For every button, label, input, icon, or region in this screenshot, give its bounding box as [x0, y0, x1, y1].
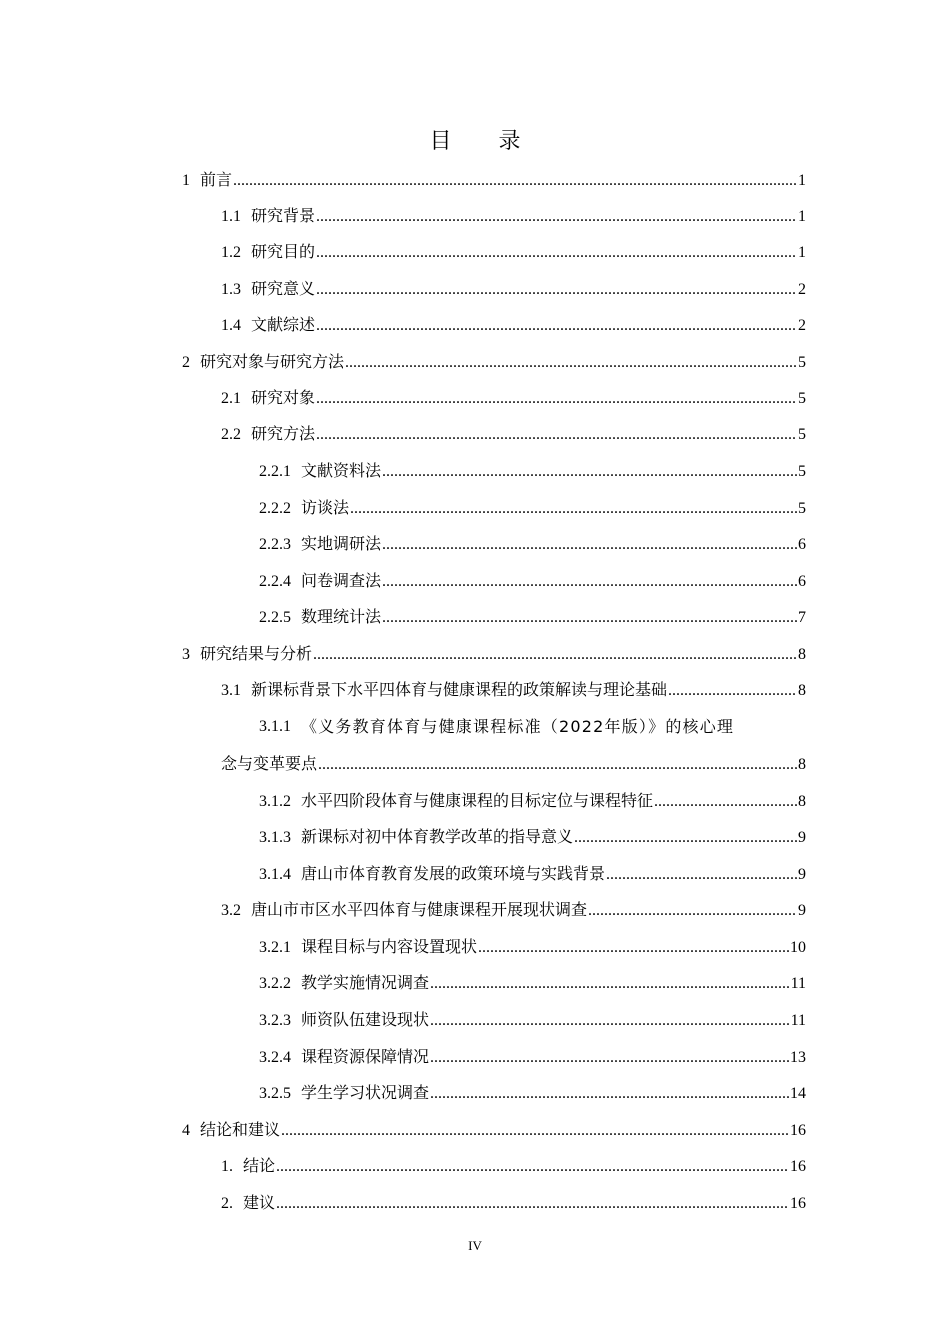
toc-entry-label: 研究方法 [251, 424, 316, 443]
toc-leader-dots [350, 497, 797, 521]
toc-leader-dots [430, 1046, 789, 1070]
toc-entry-label: 结论和建议 [200, 1120, 281, 1139]
toc-entry[interactable] [259, 459, 806, 483]
toc-entry[interactable] [221, 1191, 806, 1215]
toc-entry-label: 数理统计法 [301, 607, 382, 626]
toc-entry[interactable] [259, 1081, 806, 1105]
toc-entry[interactable] [221, 678, 806, 702]
toc-leader-dots [276, 1155, 789, 1179]
toc-entry-number: 3.1.1 [259, 718, 291, 735]
toc-entry[interactable] [221, 313, 806, 337]
toc-leader-dots [478, 936, 789, 960]
toc-entry-number: 2.2.1 [259, 463, 291, 480]
toc-entry-number: 3.1 [221, 682, 241, 699]
toc-entry-page: 5 [798, 390, 806, 407]
toc-entry-number: 1.1 [221, 208, 241, 225]
toc-entry-label: 水平四阶段体育与健康课程的目标定位与课程特征 [301, 791, 654, 810]
toc-leader-dots [316, 278, 797, 302]
toc-entry[interactable] [182, 350, 806, 374]
toc-entry[interactable] [259, 605, 806, 629]
toc-entry-page: 14 [790, 1085, 806, 1102]
toc-entry-label: 文献综述 [251, 315, 316, 334]
toc-leader-dots [382, 606, 797, 630]
toc-entry-page: 13 [790, 1049, 806, 1066]
toc-entry[interactable] [259, 935, 806, 959]
toc-leader-dots [313, 643, 797, 667]
toc-entry-page: 8 [798, 682, 806, 699]
toc-entry-label: 研究对象 [251, 388, 316, 407]
toc-entry-label: 课程资源保障情况 [301, 1047, 430, 1066]
toc-leader-dots [588, 899, 797, 923]
toc-entry-label: 《义务教育体育与健康课程标准（2022年版）》的核心理 [301, 717, 735, 736]
toc-leader-dots [574, 826, 797, 850]
toc-entry-label: 课程目标与内容设置现状 [301, 937, 478, 956]
toc-leader-dots [654, 790, 797, 814]
toc-entry-label: 研究结果与分析 [200, 644, 313, 663]
toc-entry-number: 2.2.3 [259, 536, 291, 553]
toc-entry-number: 2.1 [221, 390, 241, 407]
toc-entry-page: 11 [790, 975, 806, 992]
toc-entry-page: 5 [798, 500, 806, 517]
toc-entry-number: 1 [182, 172, 190, 189]
toc-entry-label: 前言 [200, 170, 233, 189]
toc-leader-dots [318, 753, 797, 777]
toc-entry[interactable] [182, 642, 806, 666]
toc-entry[interactable] [182, 1118, 806, 1142]
toc-entry-page: 16 [790, 1158, 806, 1175]
toc-entry[interactable] [259, 862, 806, 886]
toc-entry-number: 3.1.2 [259, 793, 291, 810]
toc-entry-page: 5 [798, 463, 806, 480]
toc-entry-label: 新课标背景下水平四体育与健康课程的政策解读与理论基础 [251, 680, 668, 699]
toc-entry[interactable] [221, 240, 806, 264]
toc-entry-number: 3.2 [221, 902, 241, 919]
toc-leader-dots [430, 1082, 789, 1106]
toc-entry[interactable] [259, 825, 806, 849]
toc-entry-label-continued: 念与变革要点 [221, 754, 318, 773]
toc-entry-number: 1.4 [221, 317, 241, 334]
toc-entry-label: 研究目的 [251, 242, 316, 261]
toc-entry-label: 研究背景 [251, 206, 316, 225]
toc-entry-number: 3.2.5 [259, 1085, 291, 1102]
toc-leader-dots [316, 423, 797, 447]
toc-entry-number: 3.2.1 [259, 939, 291, 956]
toc-entry[interactable] [259, 971, 806, 995]
toc-entry-label: 学生学习状况调查 [301, 1083, 430, 1102]
toc-entry-page: 10 [790, 939, 806, 956]
toc-entry-page: 5 [798, 426, 806, 443]
toc-entry-label: 唐山市体育教育发展的政策环境与实践背景 [301, 864, 606, 883]
toc-entry-label: 研究对象与研究方法 [200, 352, 345, 371]
toc-leader-dots [430, 1009, 790, 1033]
toc-entry-page: 11 [790, 1012, 806, 1029]
toc-entry[interactable] [259, 1045, 806, 1069]
toc-entry-page: 1 [798, 172, 806, 189]
toc-entry[interactable] [221, 898, 806, 922]
toc-entry-page: 6 [798, 573, 806, 590]
toc-entry-page: 7 [798, 609, 806, 626]
toc-entry-label: 实地调研法 [301, 534, 382, 553]
toc-entry-wrapped[interactable] [259, 715, 806, 739]
toc-entry-number: 3.1.3 [259, 829, 291, 846]
toc-entry-number: 2. [221, 1195, 233, 1212]
toc-entry-number: 4 [182, 1122, 190, 1139]
toc-entry-number: 1.3 [221, 281, 241, 298]
toc-entry-page: 1 [798, 208, 806, 225]
toc-entry-number: 3.2.2 [259, 975, 291, 992]
toc-entry[interactable] [221, 204, 806, 228]
toc-entry[interactable] [259, 1008, 806, 1032]
toc-entry-page: 9 [798, 902, 806, 919]
toc-leader-dots [382, 533, 797, 557]
toc-entry-number: 1.2 [221, 244, 241, 261]
toc-entry-number: 1. [221, 1158, 233, 1175]
toc-entry[interactable] [221, 422, 806, 446]
toc-entry-page: 16 [790, 1122, 806, 1139]
toc-entry-page: 5 [798, 354, 806, 371]
toc-entry-label: 唐山市市区水平四体育与健康课程开展现状调查 [251, 900, 588, 919]
toc-entry-page: 9 [798, 866, 806, 883]
toc-entry-label: 访谈法 [301, 498, 350, 517]
toc-entry[interactable] [221, 386, 806, 410]
toc-entry-number: 2 [182, 354, 190, 371]
toc-entry-page: 8 [798, 646, 806, 663]
toc-entry-number: 3 [182, 646, 190, 663]
toc-entry-page: 16 [790, 1195, 806, 1212]
toc-leader-dots [430, 972, 790, 996]
toc-entry-label: 问卷调查法 [301, 571, 382, 590]
toc-entry-number: 2.2.2 [259, 500, 291, 517]
toc-entry-label: 教学实施情况调查 [301, 973, 430, 992]
toc-entry-page: 8 [798, 756, 806, 773]
toc-entry[interactable] [221, 277, 806, 301]
toc-leader-dots [345, 351, 797, 375]
toc-entry[interactable] [221, 1154, 806, 1178]
toc-entry-label: 研究意义 [251, 279, 316, 298]
toc-entry-number: 2.2 [221, 426, 241, 443]
toc-leader-dots [316, 314, 797, 338]
toc-entry[interactable] [259, 789, 806, 813]
toc-entry[interactable] [182, 168, 806, 192]
toc-entry-number: 2.2.4 [259, 573, 291, 590]
toc-entry-page: 2 [798, 317, 806, 334]
toc-entry-label: 建议 [243, 1193, 276, 1212]
toc-leader-dots [382, 460, 797, 484]
toc-leader-dots [668, 679, 797, 703]
toc-leader-dots [233, 169, 797, 193]
toc-entry-number: 3.2.3 [259, 1012, 291, 1029]
toc-entry-page: 8 [798, 793, 806, 810]
toc-entry[interactable] [259, 532, 806, 556]
toc-leader-dots [281, 1119, 789, 1143]
toc-entry[interactable] [259, 496, 806, 520]
toc-entry-page: 9 [798, 829, 806, 846]
toc-entry-number: 3.1.4 [259, 866, 291, 883]
toc-leader-dots [316, 241, 797, 265]
toc-leader-dots [316, 205, 797, 229]
toc-leader-dots [276, 1192, 789, 1216]
toc-leader-dots [316, 387, 797, 411]
toc-entry-page: 1 [798, 244, 806, 261]
page-number-footer: IV [468, 1238, 482, 1253]
toc-leader-dots [382, 570, 797, 594]
toc-title: 目 录 [429, 129, 541, 154]
toc-entry-label: 师资队伍建设现状 [301, 1010, 430, 1029]
toc-leader-dots [606, 863, 797, 887]
toc-entry-label: 文献资料法 [301, 461, 382, 480]
toc-entry-continuation[interactable] [221, 752, 806, 776]
toc-entry-label: 结论 [243, 1156, 276, 1175]
toc-entry-page: 2 [798, 281, 806, 298]
toc-entry[interactable] [259, 569, 806, 593]
toc-entry-page: 6 [798, 536, 806, 553]
toc-entry-number: 3.2.4 [259, 1049, 291, 1066]
toc-entry-number: 2.2.5 [259, 609, 291, 626]
toc-entry-label: 新课标对初中体育教学改革的指导意义 [301, 827, 574, 846]
